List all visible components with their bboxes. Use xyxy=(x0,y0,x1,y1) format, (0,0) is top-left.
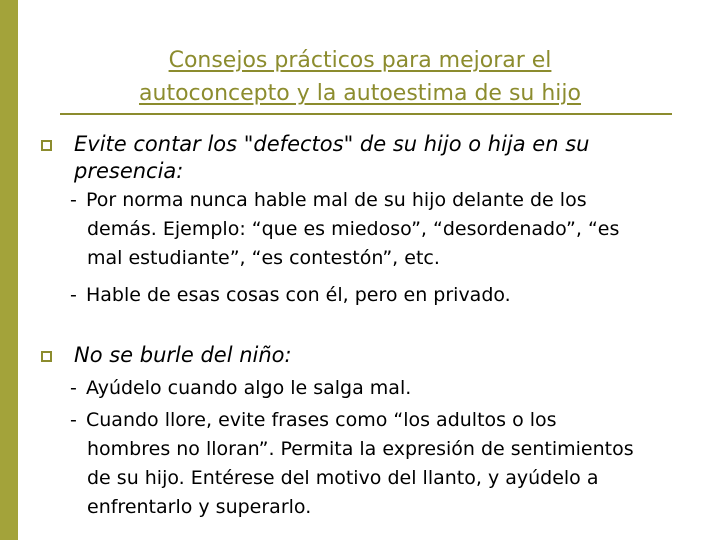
side-accent-bar xyxy=(0,0,18,540)
section-2-item-1 xyxy=(70,374,700,403)
dash-marker: - xyxy=(70,189,77,211)
item-line: Hable de esas cosas con él, pero en privado. xyxy=(86,284,511,306)
item-line: Por norma nunca hable mal de su hijo delante de los xyxy=(86,189,587,211)
item-line: hombres no lloran”. Permita la expresión de sentimientos xyxy=(87,438,634,460)
title-line-1: Consejos prácticos para mejorar el xyxy=(168,48,552,73)
item-line: de su hijo. Entérese del motivo del llanto, y ayúdelo a xyxy=(87,467,599,489)
dash-marker: - xyxy=(70,377,77,399)
dash-marker: - xyxy=(70,409,77,431)
square-bullet-icon xyxy=(41,351,52,362)
item-line: mal estudiante”, “es contestón”, etc. xyxy=(87,247,440,269)
title-divider xyxy=(60,113,672,115)
item-line: Cuando llore, evite frases como “los adultos o los xyxy=(86,409,557,431)
section-1-item-1 xyxy=(70,186,700,273)
section-1-heading-line-2: presencia: xyxy=(74,159,184,183)
section-2-heading-line-1: No se burle del niño: xyxy=(74,343,292,367)
section-2-item-2 xyxy=(70,406,700,522)
section-1-heading xyxy=(74,131,589,185)
item-line: Ayúdelo cuando algo le salga mal. xyxy=(86,377,412,399)
section-1-heading-line-1: Evite contar los "defectos" de su hijo o hija en su xyxy=(74,132,590,156)
slide-title xyxy=(60,44,660,110)
dash-marker: - xyxy=(70,284,77,306)
square-bullet-icon xyxy=(41,140,52,151)
section-2-heading xyxy=(74,342,292,369)
item-line: demás. Ejemplo: “que es miedoso”, “desordenado”, “es xyxy=(87,218,620,240)
item-line: enfrentarlo y superarlo. xyxy=(87,496,312,518)
section-1-item-2 xyxy=(70,281,700,310)
title-line-2: autoconcepto y la autoestima de su hijo xyxy=(139,81,581,106)
